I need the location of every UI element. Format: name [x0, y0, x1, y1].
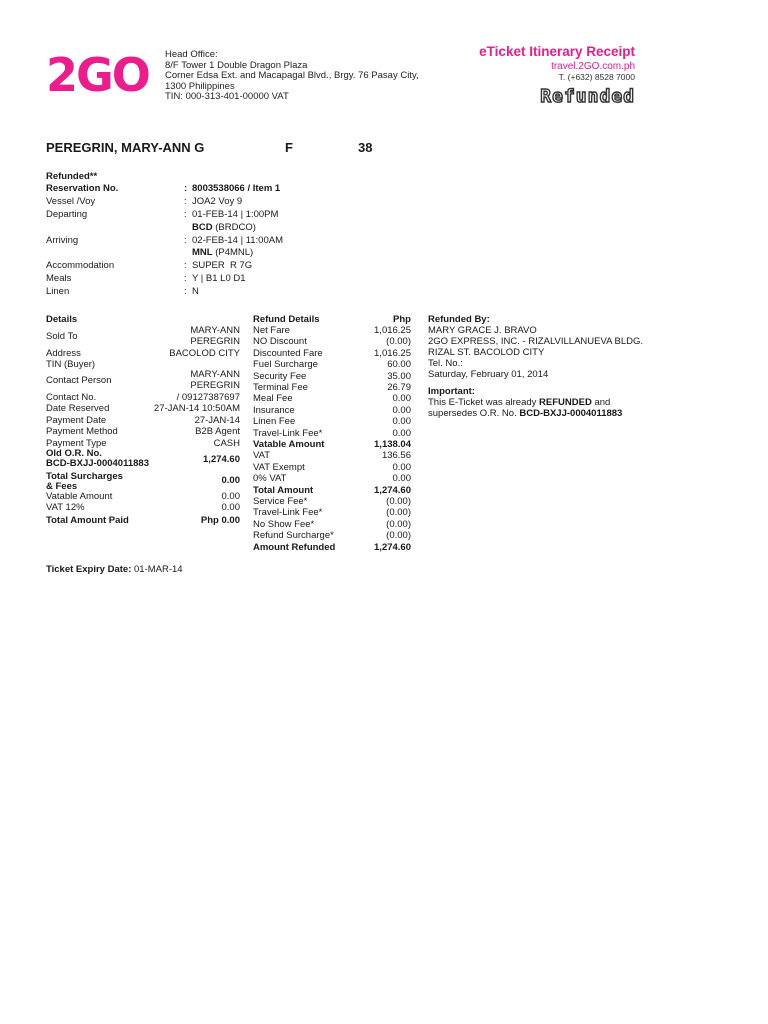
colon: : [184, 183, 188, 194]
refund-row-label: No Show Fee* [253, 518, 315, 530]
refunded-by-line: RIZAL ST. BACOLOD CITY [428, 347, 545, 358]
total-paid-value: Php 0.00 [200, 515, 240, 526]
refund-row-value: 1,274.60 [374, 541, 411, 553]
colon: : [184, 273, 187, 284]
office-line: 1300 Philippines [165, 80, 235, 92]
office-line: 8/F Tower 1 Double Dragon Plaza [165, 59, 308, 71]
refund-row-value: (0.00) [386, 518, 411, 530]
2go-logo: 2GO [46, 48, 149, 102]
reservation-status: Refunded** [46, 171, 98, 182]
currency-header: Php [393, 314, 411, 325]
reservation-number: 8003538066 / Item 1 [192, 183, 281, 194]
colon: : [184, 235, 187, 246]
refunded-by-info [428, 325, 643, 380]
refund-row-value: 0.00 [392, 416, 411, 428]
refunded-by-line: 2GO EXPRESS, INC. - RIZALVILLANUEVA BLDG. [428, 336, 644, 347]
port-sub: (BRDCO) [215, 222, 256, 233]
refund-row-value: 35.00 [387, 370, 411, 382]
refund-row-label: Insurance [253, 404, 295, 416]
refund-row-label: Total Amount [253, 484, 314, 496]
office-line: TIN: 000-313-401-00000 VAT [165, 91, 289, 102]
ticket-expiry [46, 564, 183, 575]
refund-row-value: (0.00) [386, 530, 411, 542]
payment-method-label: Payment Method [46, 426, 118, 437]
linen-label: Linen [46, 286, 70, 297]
refund-row-label: Discounted Fare [253, 347, 323, 359]
refund-row-label: Travel-Link Fee* [253, 507, 323, 519]
website-link[interactable]: travel.2GO.com.ph [551, 61, 635, 72]
old-or-value: 1,274.60 [203, 454, 240, 465]
meals-value: Y | B1 L0 D1 [192, 273, 246, 284]
refund-row-value: 0.00 [392, 461, 411, 473]
office-line: Corner Edsa Ext. and Macapagal Blvd., Brgy. 76 Pasay City, [165, 70, 419, 81]
vatable-label: Vatable Amount [46, 491, 113, 502]
refund-row-value: (0.00) [386, 336, 411, 348]
surcharges-value: 0.00 [221, 475, 240, 486]
refund-row-label: Travel-Link Fee* [253, 427, 323, 439]
important-line-2: supersedes O.R. No. BCD-BXJJ-0004011883 [428, 408, 623, 419]
refund-row-value: 0.00 [392, 427, 411, 439]
surcharges-label: Total Surcharges & Fees [46, 471, 123, 492]
refund-row-label: Linen Fee [253, 416, 296, 428]
refund-row-value: 1,274.60 [374, 484, 411, 496]
passenger-name: PEREGRIN, MARY-ANN G [46, 140, 205, 155]
refund-row-label: Net Fare [253, 325, 290, 336]
departing-port [192, 222, 256, 235]
contact-person-value: MARY-ANN PEREGRIN [190, 369, 240, 391]
expiry-value: 01-MAR-14 [134, 564, 183, 575]
sold-to-value: MARY-ANN PEREGRIN [190, 325, 240, 347]
expiry-label: Ticket Expiry Date: [46, 564, 132, 575]
refund-row-label: Service Fee* [253, 496, 308, 507]
linen-value: N [192, 286, 199, 297]
payment-type-value: CASH [213, 438, 240, 449]
document-title: eTicket Itinerary Receipt [479, 44, 635, 59]
vat12-value: 0.00 [221, 502, 240, 513]
refund-row-label: NO Discount [253, 336, 307, 348]
contact-no-value: / 09127387697 [176, 392, 240, 403]
refund-row-label: Security Fee [253, 370, 307, 382]
refund-row-value: 0.00 [392, 404, 411, 416]
office-line: Head Office: [165, 49, 218, 60]
refunded-by-heading: Refunded By: [428, 314, 490, 325]
refund-row-label: Refund Surcharge* [253, 530, 334, 542]
refund-row-value: 1,138.04 [374, 439, 411, 450]
refund-row-value: 1,016.25 [374, 347, 411, 359]
refund-row-label: Meal Fee [253, 393, 293, 405]
refund-row-label: Fuel Surcharge [253, 359, 318, 371]
refund-row-label: 0% VAT [253, 473, 287, 485]
reservation-label: Reservation No. [46, 183, 119, 194]
vessel-value: JOA2 Voy 9 [192, 196, 243, 207]
accommodation-label: Accommodation [46, 260, 115, 271]
arriving-value: 02-FEB-14 | 11:00AM [192, 235, 284, 246]
departing-value: 01-FEB-14 | 1:00PM [192, 209, 279, 220]
head-office-address [165, 50, 419, 103]
refund-row-value: 0.00 [392, 473, 411, 485]
colon: : [184, 260, 187, 271]
payment-date-label: Payment Date [46, 415, 107, 426]
refund-row-value: 26.79 [387, 382, 411, 393]
contact-no-label: Contact No. [46, 392, 97, 403]
arriving-port [192, 247, 253, 260]
passenger-age: 38 [358, 140, 373, 155]
important-line-1: This E-Ticket was already REFUNDED and [428, 397, 611, 408]
tin-label: TIN (Buyer) [46, 359, 96, 370]
payment-type-label: Payment Type [46, 438, 107, 449]
refund-row-value: 1,016.25 [374, 325, 411, 336]
refunded-stamp: Refunded [540, 86, 635, 107]
payment-date-value: 27-JAN-14 [194, 415, 240, 426]
date-reserved-value: 27-JAN-14 10:50AM [153, 403, 240, 414]
colon: : [184, 209, 187, 220]
refund-row-value: 0.00 [392, 393, 411, 405]
vatable-value: 0.00 [221, 491, 240, 502]
vessel-label: Vessel /Voy [46, 196, 96, 207]
refund-row-label: Terminal Fee [253, 382, 308, 393]
details-heading: Details [46, 314, 78, 325]
meals-label: Meals [46, 273, 72, 284]
refund-row-label: VAT [253, 450, 271, 462]
refund-row-label: VAT Exempt [253, 461, 305, 473]
refunded-by-line: MARY GRACE J. BRAVO [428, 325, 537, 336]
sold-to-label: Sold To [46, 331, 78, 342]
important-heading: Important: [428, 386, 475, 397]
passenger-gender: F [285, 140, 293, 155]
refund-row-label: Vatable Amount [253, 439, 325, 450]
colon: : [184, 286, 187, 297]
address-value: BACOLOD CITY [169, 348, 240, 359]
port-code: MNL [192, 247, 213, 258]
refund-row-value: (0.00) [386, 496, 411, 507]
port-code: BCD [192, 222, 213, 233]
departing-label: Departing [46, 209, 88, 220]
vat12-label: VAT 12% [46, 502, 85, 513]
important-note [428, 397, 622, 419]
refund-row-value: 60.00 [387, 359, 411, 371]
port-sub: (P4MNL) [215, 247, 254, 258]
old-or-label: Old O.R. No. BCD-BXJJ-0004011883 [46, 448, 149, 469]
refund-details-heading: Refund Details [253, 314, 320, 325]
contact-person-label: Contact Person [46, 375, 112, 386]
refunded-by-line: Tel. No.: [428, 358, 463, 369]
refund-row-label: Amount Refunded [253, 541, 336, 553]
colon: : [184, 196, 187, 207]
accommodation-value: SUPER R 7G [192, 260, 253, 271]
payment-method-value: B2B Agent [195, 426, 240, 437]
date-reserved-label: Date Reserved [46, 403, 110, 414]
total-paid-label: Total Amount Paid [46, 515, 129, 526]
refund-row-value: (0.00) [386, 507, 411, 519]
telephone: T. (+632) 8528 7000 [558, 72, 635, 82]
refunded-by-line: Saturday, February 01, 2014 [428, 369, 549, 380]
arriving-label: Arriving [46, 235, 79, 246]
address-label: Address [46, 348, 81, 359]
refund-row-value: 136.56 [381, 450, 411, 462]
